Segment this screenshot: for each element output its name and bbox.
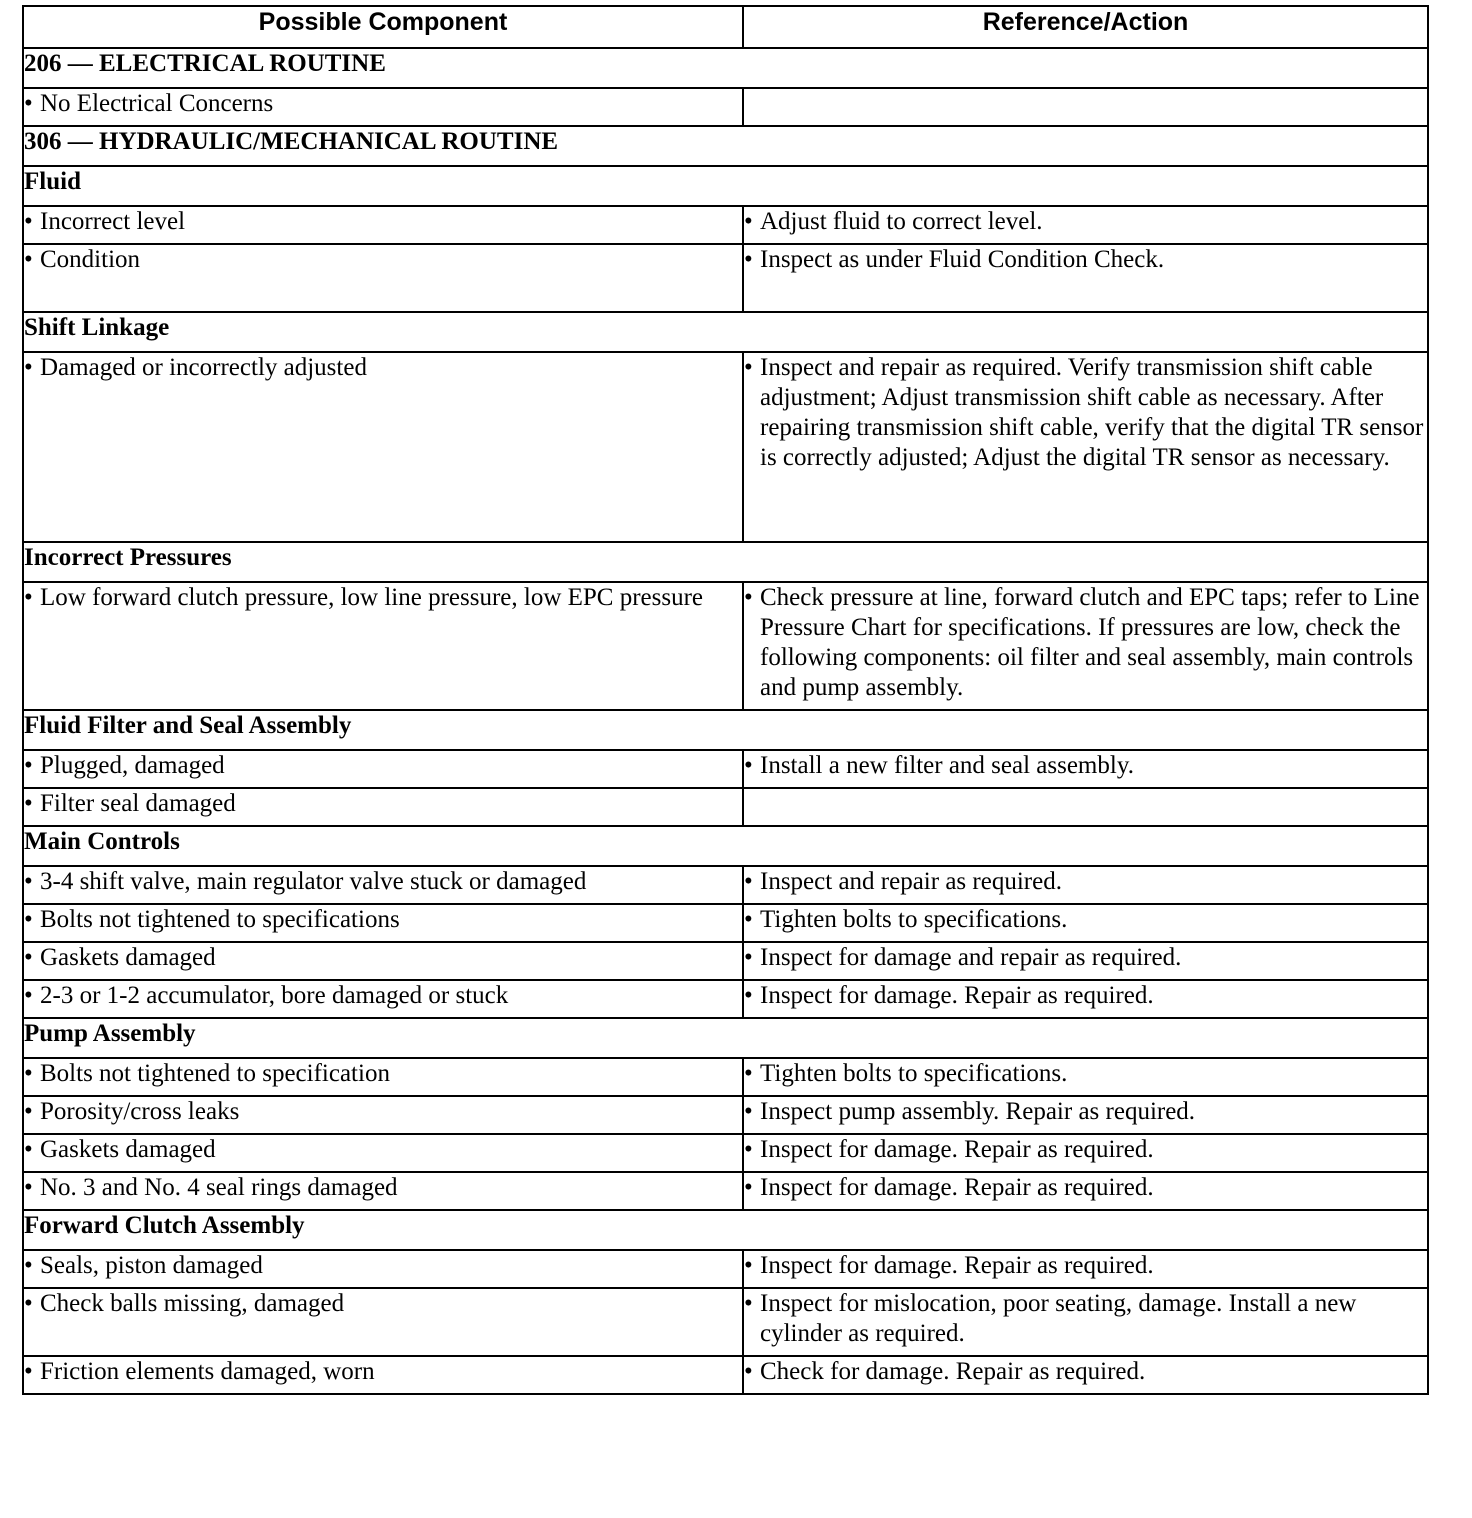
action-cell: • Inspect for damage. Repair as required. — [743, 1134, 1428, 1172]
bullet-icon: • — [24, 354, 33, 381]
section-row — [23, 542, 1428, 582]
section-row — [23, 710, 1428, 750]
component-cell: • Bolts not tightened to specifications — [23, 904, 743, 942]
bullet-icon: • — [744, 1174, 753, 1201]
table-row — [23, 866, 1428, 904]
component-cell: • No Electrical Concerns — [23, 88, 743, 126]
diagnostic-table-page — [22, 5, 1427, 1395]
bullet-icon: • — [24, 1098, 33, 1125]
action-cell: • Install a new filter and seal assembly. — [743, 750, 1428, 788]
component-cell: • Low forward clutch pressure, low line pressure, low EPC pressure — [23, 582, 743, 710]
table-row — [23, 980, 1428, 1018]
component-cell: • 3-4 shift valve, main regulator valve stuck or damaged — [23, 866, 743, 904]
bullet-icon: • — [24, 790, 33, 817]
table-row — [23, 582, 1428, 710]
bullet-icon: • — [24, 1136, 33, 1163]
diagnostic-table — [22, 5, 1429, 1395]
bullet-icon: • — [24, 246, 33, 273]
table-row — [23, 1134, 1428, 1172]
bullet-icon: • — [744, 982, 753, 1009]
column-header-action: Reference/Action — [743, 6, 1428, 48]
action-cell: • Tighten bolts to specifications. — [743, 1058, 1428, 1096]
section-title: Forward Clutch Assembly — [23, 1210, 1428, 1250]
bullet-icon: • — [24, 90, 33, 117]
action-cell: • Tighten bolts to specifications. — [743, 904, 1428, 942]
component-cell: • Check balls missing, damaged — [23, 1288, 743, 1356]
action-cell: • Inspect for damage and repair as required. — [743, 942, 1428, 980]
action-cell: • Inspect as under Fluid Condition Check. — [743, 244, 1428, 312]
section-row — [23, 1018, 1428, 1058]
section-title: Main Controls — [23, 826, 1428, 866]
section-title: 306 — HYDRAULIC/MECHANICAL ROUTINE — [23, 126, 1428, 166]
action-cell: • Inspect for mislocation, poor seating, damage. Install a new cylinder as required. — [743, 1288, 1428, 1356]
bullet-icon: • — [24, 982, 33, 1009]
table-row — [23, 1172, 1428, 1210]
section-title: 206 — ELECTRICAL ROUTINE — [23, 48, 1428, 88]
table-row — [23, 942, 1428, 980]
table-row — [23, 1058, 1428, 1096]
bullet-icon: • — [744, 1136, 753, 1163]
component-cell: • Bolts not tightened to specification — [23, 1058, 743, 1096]
bullet-icon: • — [744, 354, 753, 381]
bullet-icon: • — [744, 1358, 753, 1385]
bullet-icon: • — [24, 906, 33, 933]
table-row — [23, 1250, 1428, 1288]
section-row — [23, 312, 1428, 352]
component-cell: • Incorrect level — [23, 206, 743, 244]
bullet-icon: • — [24, 868, 33, 895]
component-cell: • Gaskets damaged — [23, 1134, 743, 1172]
action-cell: • Inspect pump assembly. Repair as required. — [743, 1096, 1428, 1134]
bullet-icon: • — [24, 1358, 33, 1385]
component-cell: • Gaskets damaged — [23, 942, 743, 980]
bullet-icon: • — [24, 1174, 33, 1201]
action-cell: • Inspect for damage. Repair as required. — [743, 980, 1428, 1018]
action-cell: • Check for damage. Repair as required. — [743, 1356, 1428, 1394]
column-header-component: Possible Component — [23, 6, 743, 48]
section-row — [23, 48, 1428, 88]
bullet-icon: • — [744, 944, 753, 971]
section-row — [23, 126, 1428, 166]
action-cell: • Inspect and repair as required. — [743, 866, 1428, 904]
section-row — [23, 166, 1428, 206]
bullet-icon: • — [744, 246, 753, 273]
table-row — [23, 1356, 1428, 1394]
action-cell: • Inspect for damage. Repair as required. — [743, 1250, 1428, 1288]
table-row — [23, 244, 1428, 312]
component-cell: • Condition — [23, 244, 743, 312]
bullet-icon: • — [744, 208, 753, 235]
action-cell — [743, 88, 1428, 126]
bullet-icon: • — [744, 1098, 753, 1125]
component-cell: • 2-3 or 1-2 accumulator, bore damaged or stuck — [23, 980, 743, 1018]
component-cell: • No. 3 and No. 4 seal rings damaged — [23, 1172, 743, 1210]
action-cell: • Inspect and repair as required. Verify transmission shift cable adjustment; Adjust transmission shift cable as necessary. After repairing transmission shift cable, verify that the digital TR sensor is correctly adjusted; Adjust the digital TR sensor as necessary. — [743, 352, 1428, 542]
bullet-icon: • — [744, 1060, 753, 1087]
table-row — [23, 788, 1428, 826]
component-cell: • Seals, piston damaged — [23, 1250, 743, 1288]
bullet-icon: • — [744, 868, 753, 895]
bullet-icon: • — [744, 906, 753, 933]
table-row — [23, 1288, 1428, 1356]
component-cell: • Porosity/cross leaks — [23, 1096, 743, 1134]
component-cell: • Plugged, damaged — [23, 750, 743, 788]
bullet-icon: • — [24, 1060, 33, 1087]
section-title: Fluid Filter and Seal Assembly — [23, 710, 1428, 750]
bullet-icon: • — [744, 1252, 753, 1279]
bullet-icon: • — [24, 1290, 33, 1317]
section-title: Fluid — [23, 166, 1428, 206]
action-cell: • Check pressure at line, forward clutch and EPC taps; refer to Line Pressure Chart for specifications. If pressures are low, check the following components: oil filter and seal assembly, main controls and pump assembly. — [743, 582, 1428, 710]
table-row — [23, 88, 1428, 126]
table-row — [23, 206, 1428, 244]
bullet-icon: • — [744, 752, 753, 779]
table-header-row — [23, 6, 1428, 48]
bullet-icon: • — [24, 944, 33, 971]
component-cell: • Friction elements damaged, worn — [23, 1356, 743, 1394]
bullet-icon: • — [744, 584, 753, 611]
action-cell — [743, 788, 1428, 826]
table-row — [23, 904, 1428, 942]
action-cell: • Adjust fluid to correct level. — [743, 206, 1428, 244]
table-row — [23, 352, 1428, 542]
bullet-icon: • — [24, 584, 33, 611]
section-row — [23, 826, 1428, 866]
table-row — [23, 750, 1428, 788]
bullet-icon: • — [24, 752, 33, 779]
table-row — [23, 1096, 1428, 1134]
section-title: Shift Linkage — [23, 312, 1428, 352]
bullet-icon: • — [24, 1252, 33, 1279]
section-title: Incorrect Pressures — [23, 542, 1428, 582]
section-title: Pump Assembly — [23, 1018, 1428, 1058]
bullet-icon: • — [744, 1290, 753, 1317]
section-row — [23, 1210, 1428, 1250]
action-cell: • Inspect for damage. Repair as required. — [743, 1172, 1428, 1210]
component-cell: • Filter seal damaged — [23, 788, 743, 826]
component-cell: • Damaged or incorrectly adjusted — [23, 352, 743, 542]
bullet-icon: • — [24, 208, 33, 235]
